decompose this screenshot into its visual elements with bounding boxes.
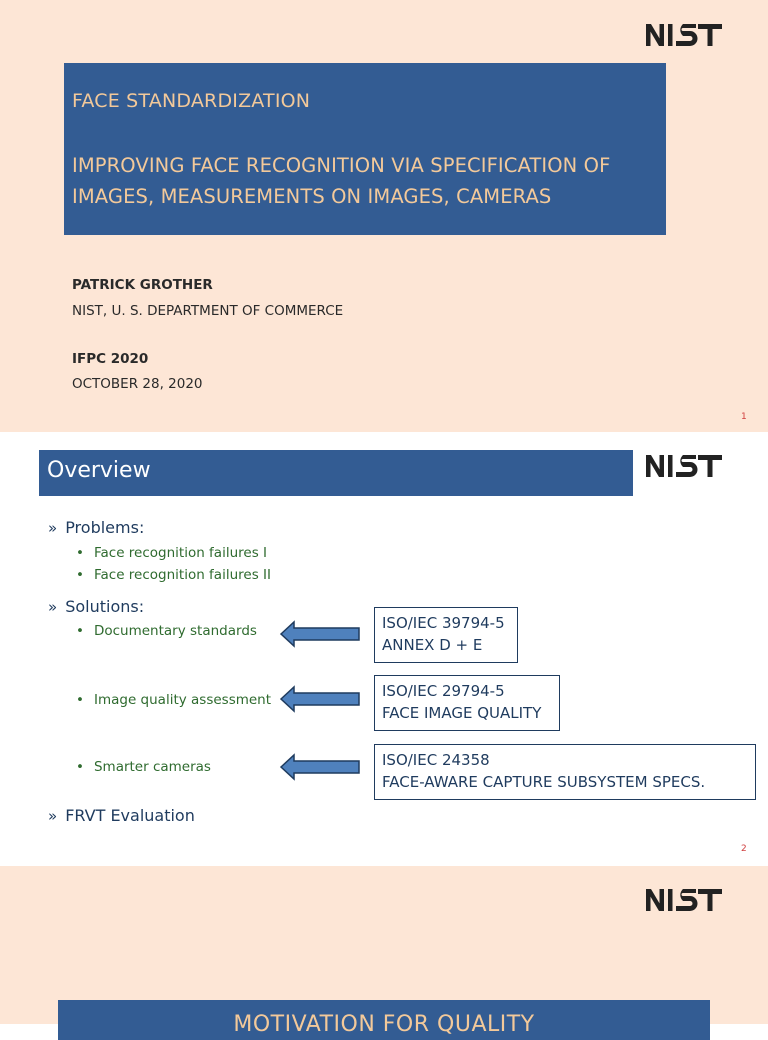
page-number: 2 bbox=[741, 844, 747, 854]
bullet-icon: • bbox=[76, 623, 84, 639]
problem-item-1: Face recognition failures I bbox=[93, 545, 268, 561]
nist-logo-icon bbox=[646, 454, 750, 480]
bullet-icon: • bbox=[76, 692, 84, 708]
overview-title: Overview bbox=[47, 458, 151, 483]
title-box bbox=[64, 63, 666, 235]
chevron-icon: » bbox=[48, 598, 58, 616]
standard-id: ISO/IEC 29794-5 bbox=[382, 682, 505, 700]
standard-box-39794 bbox=[374, 607, 518, 663]
motivation-title-bar bbox=[58, 1000, 710, 1040]
chevron-icon: » bbox=[48, 519, 58, 537]
list-item bbox=[76, 545, 267, 561]
slide-title bbox=[72, 150, 662, 212]
left-arrow-icon bbox=[280, 754, 360, 780]
solution-item-3: Smarter cameras bbox=[93, 759, 211, 775]
solution-item-1: Documentary standards bbox=[93, 623, 257, 639]
problem-item-2: Face recognition failures II bbox=[93, 567, 271, 583]
list-item bbox=[76, 759, 211, 775]
event-date: OCTOBER 28, 2020 bbox=[72, 376, 203, 392]
standard-box-29794 bbox=[374, 675, 560, 731]
frvt-heading bbox=[48, 806, 195, 825]
slide-1 bbox=[0, 0, 768, 432]
event-name: IFPC 2020 bbox=[72, 351, 149, 367]
page-number: 1 bbox=[741, 412, 747, 422]
chevron-icon: » bbox=[48, 807, 58, 825]
solutions-heading bbox=[48, 597, 144, 616]
standard-id: ISO/IEC 24358 bbox=[382, 751, 490, 769]
overview-title-bar bbox=[39, 450, 633, 496]
left-arrow-icon bbox=[280, 686, 360, 712]
problems-label: Problems: bbox=[65, 518, 145, 537]
list-item bbox=[76, 567, 271, 583]
motivation-title: MOTIVATION FOR QUALITY bbox=[233, 1012, 535, 1037]
standard-box-24358 bbox=[374, 744, 756, 800]
standard-desc: FACE-AWARE CAPTURE SUBSYSTEM SPECS. bbox=[382, 773, 706, 791]
slide-title-line-2: IMAGES, MEASUREMENTS ON IMAGES, CAMERAS bbox=[72, 185, 552, 208]
problems-heading bbox=[48, 518, 144, 537]
frvt-label: FRVT Evaluation bbox=[65, 806, 195, 825]
bullet-icon: • bbox=[76, 567, 84, 583]
bullet-icon: • bbox=[76, 545, 84, 561]
standard-id: ISO/IEC 39794-5 bbox=[382, 614, 505, 632]
slide-kicker: FACE STANDARDIZATION bbox=[72, 90, 311, 112]
affiliation: NIST, U. S. DEPARTMENT OF COMMERCE bbox=[72, 303, 344, 319]
standard-desc: FACE IMAGE QUALITY bbox=[382, 704, 542, 722]
nist-logo-icon bbox=[646, 23, 750, 49]
left-arrow-icon bbox=[280, 621, 360, 647]
slide-title-line-1: IMPROVING FACE RECOGNITION VIA SPECIFICATION OF bbox=[72, 154, 611, 177]
author-name: PATRICK GROTHER bbox=[72, 277, 213, 293]
nist-logo-icon bbox=[646, 888, 750, 914]
standard-desc: ANNEX D + E bbox=[382, 636, 483, 654]
list-item bbox=[76, 692, 271, 708]
list-item bbox=[76, 623, 257, 639]
slide-3 bbox=[0, 866, 768, 1037]
solutions-label: Solutions: bbox=[65, 597, 145, 616]
slide-2 bbox=[0, 432, 768, 866]
bullet-icon: • bbox=[76, 759, 84, 775]
solution-item-2: Image quality assessment bbox=[93, 692, 272, 708]
